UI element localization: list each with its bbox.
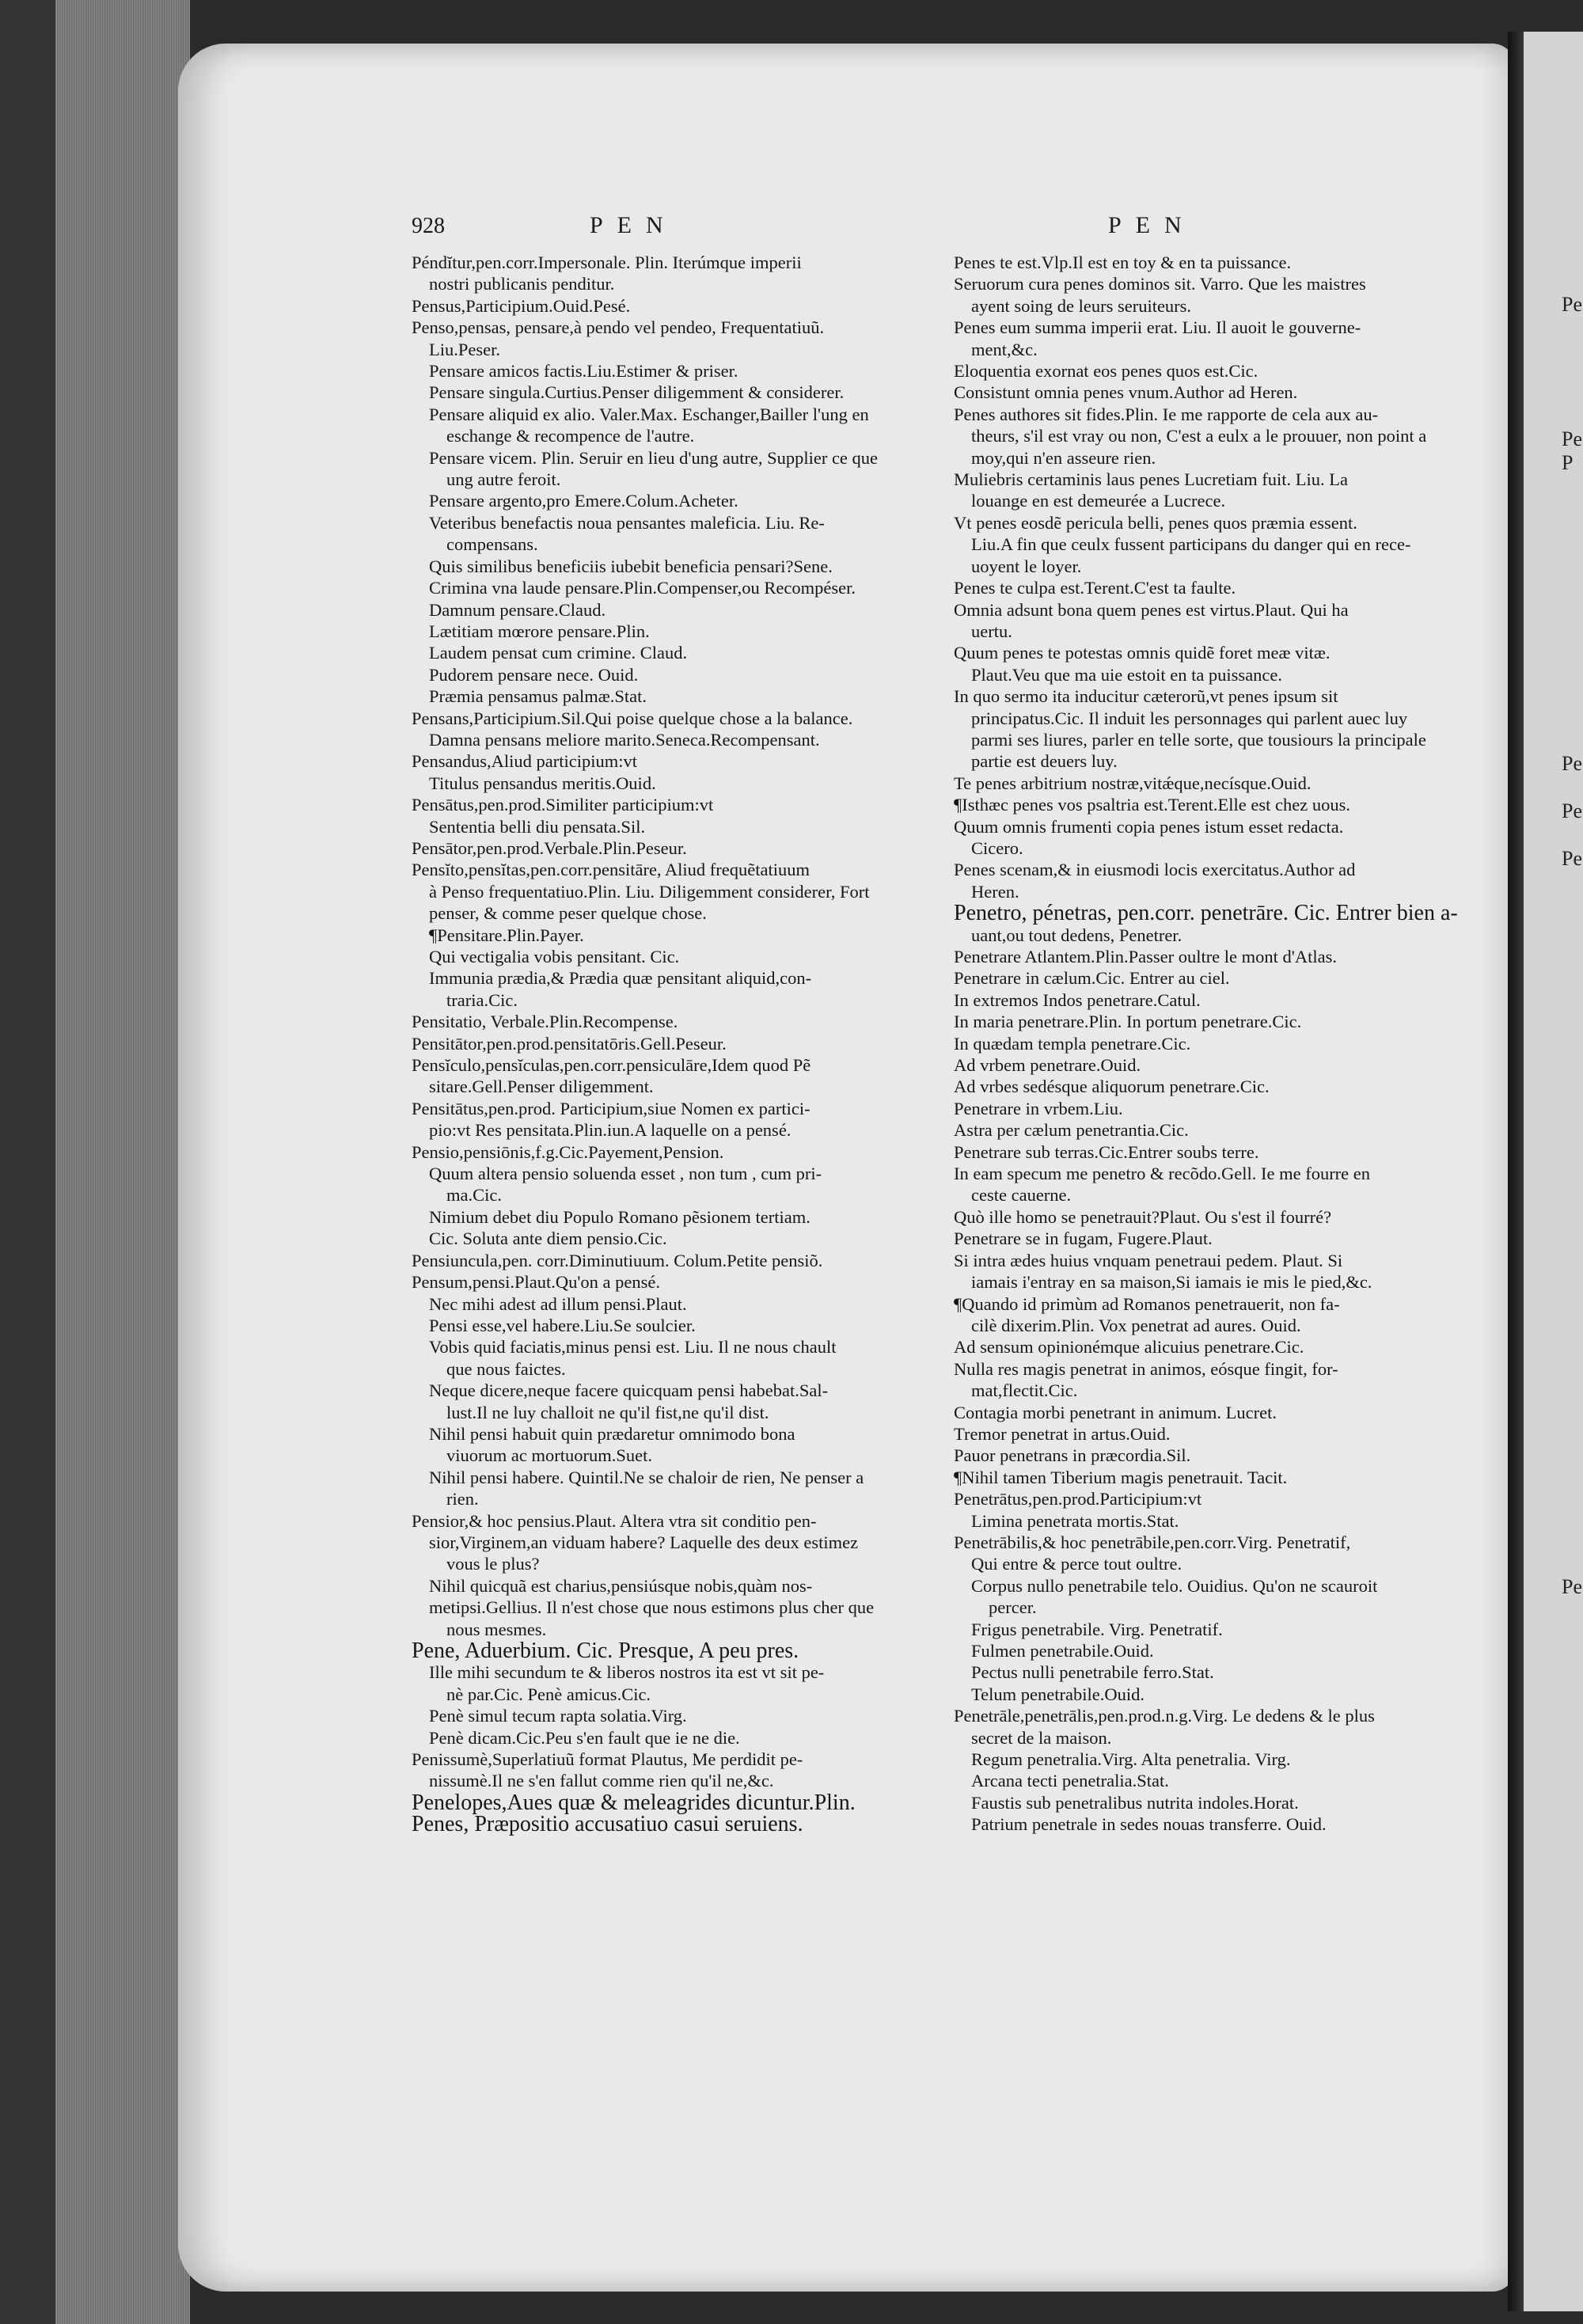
- text-line: Penetrare in vrbem.Liu.: [954, 1098, 1123, 1118]
- text-line: In maria penetrare.Plin. In portum penetrare.Cic.: [954, 1012, 1302, 1032]
- text-line: Quum altera pensio soluenda esset , non tum , cum pri-: [429, 1164, 822, 1184]
- text-line: In quo sermo ita inducitur cæterorũ,vt penes ipsum sit: [954, 686, 1338, 707]
- text-line: Muliebris certaminis laus penes Lucretiam fuit. Liu. La: [954, 469, 1348, 490]
- facing-page-fragment: Pe: [1562, 847, 1582, 870]
- text-line: secret de la maison.: [971, 1727, 1112, 1748]
- text-line: Vt penes eosdẽ pericula belli, penes quos præmia essent.: [954, 512, 1357, 533]
- text-line: ¶Quando id primùm ad Romanos penetrauerit, non fa-: [954, 1293, 1340, 1314]
- facing-page-fragment: Pe: [1562, 1575, 1582, 1598]
- text-line: traria.Cic.: [446, 989, 518, 1010]
- text-line: Pensare amicos factis.Liu.Estimer & priser.: [429, 361, 738, 382]
- text-line: Penetrare se in fugam, Fugere.Plaut.: [954, 1228, 1213, 1249]
- text-line: Penetrare Atlantem.Plin.Passer oultre le mont d'Atlas.: [954, 947, 1337, 966]
- running-head-right: PEN: [1108, 212, 1196, 238]
- text-line: partie est deuers luy.: [971, 751, 1118, 772]
- text-line: Penetrābilis,& hoc penetrābile,pen.corr.Virg. Penetratif,: [954, 1532, 1351, 1552]
- text-line: louange en est demeurée a Lucrece.: [971, 491, 1226, 511]
- text-line: Pensitātor,pen.prod.pensitatōris.Gell.Peseur.: [412, 1033, 727, 1054]
- text-line: que nous faictes.: [446, 1358, 566, 1379]
- facing-page-fragment: Pe: [1562, 799, 1582, 822]
- text-line: Vobis quid faciatis,minus pensi est. Liu. Il ne nous chault: [429, 1337, 837, 1358]
- text-line: Penes te est.Vlp.Il est en toy & en ta puissance.: [954, 253, 1292, 272]
- text-line: Pensĭto,pensĭtas,pen.corr.pensitāre, Aliud frequẽtatiuum: [412, 860, 810, 880]
- text-line: Pensitatio, Verbale.Plin.Recompense.: [412, 1012, 678, 1032]
- text-line: pio:vt Res pensitata.Plin.iun.A laquelle on a pensé.: [429, 1120, 792, 1141]
- facing-page-fragment: Pe: [1562, 752, 1582, 775]
- facing-page-edge: [1524, 32, 1583, 2311]
- text-line: Nihil quicquã est charius,pensiúsque nobis,quàm nos-: [429, 1575, 813, 1596]
- text-line: eschange & recompence de l'autre.: [446, 426, 695, 446]
- text-line: nissumè.Il ne s'en fallut comme rien qu'il ne,&c.: [429, 1771, 774, 1791]
- text-line: Pensare singula.Curtius.Penser diligemment & considerer.: [429, 382, 845, 403]
- text-line: sitare.Gell.Penser diligemment.: [429, 1077, 654, 1097]
- text-line: ¶Isthæc penes vos psaltria est.Terent.Elle est chez uous.: [954, 795, 1350, 815]
- text-line: lust.Il ne luy challoit ne qu'il fist,ne qu'il dist.: [446, 1402, 769, 1422]
- text-line: Penetrare in cælum.Cic. Entrer au ciel.: [954, 968, 1230, 989]
- text-line: nostri publicanis penditur.: [429, 274, 615, 294]
- text-line: Veteribus benefactis noua pensantes maleficia. Liu. Re-: [429, 512, 825, 533]
- text-line: ¶Nihil tamen Tiberium magis penetrauit. Tacit.: [954, 1467, 1288, 1487]
- text-line: In extremos Indos penetrare.Catul.: [954, 989, 1201, 1010]
- text-line: Penes scenam,& in eiusmodi locis exercitatus.Author ad: [954, 860, 1356, 880]
- text-line: ma.Cic.: [446, 1185, 502, 1206]
- text-line: Penissumè,Superlatiuũ format Plautus, Me perdidit pe-: [412, 1749, 803, 1770]
- text-line: Pensans,Participium.Sil.Qui poise quelque chose a la balance.: [412, 708, 853, 728]
- text-line: In quædam templa penetrare.Cic.: [954, 1033, 1191, 1054]
- text-line: Penetrāle,penetrālis,pen.prod.n.g.Virg. Le dedens & le plus: [954, 1706, 1375, 1726]
- text-line: compensans.: [446, 534, 538, 555]
- text-line: Arcana tecti penetralia.Stat.: [971, 1771, 1169, 1791]
- text-line: Pensĭculo,pensĭculas,pen.corr.pensiculāre,Idem quod Pẽ: [412, 1055, 811, 1076]
- text-line: parmi ses liures, parler en telle sorte, que tousiours la principale: [971, 729, 1426, 750]
- text-line: rien.: [446, 1489, 479, 1509]
- text-line: Nihil pensi habere. Quintil.Ne se chaloir de rien, Ne penser a: [429, 1467, 864, 1487]
- text-line: Pensio,pensiōnis,f.g.Cic.Payement,Pension.: [412, 1141, 724, 1162]
- text-line: uertu.: [971, 621, 1012, 641]
- text-line: Penetrare sub terras.Cic.Entrer soubs terre.: [954, 1141, 1259, 1162]
- text-line: metipsi.Gellius. Il n'est chose que nous estimons plus cher que: [429, 1597, 875, 1618]
- text-line: Omnia adsunt bona quem penes est virtus.Plaut. Qui ha: [954, 599, 1349, 620]
- text-line: Si intra ædes huius vnquam penetraui pedem. Plaut. Si: [954, 1250, 1343, 1270]
- text-line: Laudem pensat cum crimine. Claud.: [429, 643, 688, 663]
- text-line: Ille mihi secundum te & liberos nostros ita est vt sit pe-: [429, 1662, 825, 1683]
- text-line: ¶Pensitare.Plin.Payer.: [429, 925, 584, 945]
- text-line: Pensātor,pen.prod.Verbale.Plin.Peseur.: [412, 837, 687, 858]
- text-line: Penes eum summa imperii erat. Liu. Il auoit le gouverne-: [954, 317, 1361, 338]
- text-line: Pectus nulli penetrabile ferro.Stat.: [971, 1662, 1214, 1683]
- text-line: Neque dicere,neque facere quicquam pensi habebat.Sal-: [429, 1380, 829, 1401]
- text-line: Damnum pensare.Claud.: [429, 599, 606, 620]
- text-line: moy,qui n'en asseure rien.: [971, 447, 1156, 468]
- text-line: Quum omnis frumenti copia penes istum esset redacta.: [954, 816, 1344, 837]
- text-line: Pensitātus,pen.prod. Participium,siue Nomen ex partici-: [412, 1098, 810, 1118]
- text-line: Penso,pensas, pensare,à pendo vel pendeo, Frequentatiuũ.: [412, 317, 825, 338]
- text-line: cilè dixerim.Plin. Vox penetrat ad aures. Ouid.: [971, 1315, 1301, 1335]
- text-line: Ad sensum opinionémque alicuius penetrare.Cic.: [954, 1337, 1304, 1358]
- text-line: Fulmen penetrabile.Ouid.: [971, 1641, 1154, 1661]
- text-line: Patrium penetrale in sedes nouas transferre. Ouid.: [971, 1814, 1327, 1835]
- text-line: Pensātus,pen.prod.Similiter participium:vt: [412, 795, 714, 815]
- text-line: Sententia belli diu pensata.Sil.: [429, 816, 646, 837]
- text-line: Faustis sub penetralibus nutrita indoles.Horat.: [971, 1792, 1299, 1813]
- text-line: Regum penetralia.Virg. Alta penetralia. Virg.: [971, 1749, 1291, 1770]
- running-head-left: PEN: [590, 212, 678, 238]
- text-line: Seruorum cura penes dominos sit. Varro. Que les maistres: [954, 274, 1366, 294]
- text-line: Nimium debet diu Populo Romano pẽsionem tertiam.: [429, 1206, 810, 1227]
- text-line: nè par.Cic. Penè amicus.Cic.: [446, 1684, 651, 1704]
- text-line: Quum penes te potestas omnis quidẽ foret meæ vitæ.: [954, 643, 1331, 663]
- text-line: Ad vrbes sedésque aliquorum penetrare.Cic.: [954, 1077, 1270, 1097]
- text-line: Damna pensans meliore marito.Seneca.Recompensant.: [429, 729, 820, 750]
- text-line: Te penes arbitrium nostræ,vitǽque,necísque.Ouid.: [954, 773, 1312, 793]
- text-line: Pene, Aduerbium. Cic. Presque, A peu pres.: [412, 1639, 799, 1663]
- text-line: mat,flectit.Cic.: [971, 1380, 1078, 1401]
- text-line: Quis similibus beneficiis iubebit beneficia pensari?Sene.: [429, 556, 833, 576]
- text-line: Consistunt omnia penes vnum.Author ad Heren.: [954, 382, 1298, 403]
- text-line: Contagia morbi penetrant in animum. Lucret.: [954, 1402, 1277, 1422]
- facing-page-fragment: Pe: [1562, 427, 1582, 450]
- text-line: Liu.Peser.: [429, 339, 500, 359]
- text-line: theurs, s'il est vray ou non, C'est a eulx a le prouuer, non point a: [971, 426, 1427, 446]
- text-line: Penes te culpa est.Terent.C'est ta faulte.: [954, 578, 1236, 598]
- text-line: Heren.: [971, 881, 1019, 902]
- text-line: Penetrātus,pen.prod.Participium:vt: [954, 1489, 1202, 1509]
- text-line: Péndĭtur,pen.corr.Impersonale. Plin. Iterúmque imperii: [412, 253, 802, 272]
- text-line: Nec mihi adest ad illum pensi.Plaut.: [429, 1293, 687, 1314]
- text-line: Pensior,& hoc pensius.Plaut. Altera vtra sit conditio pen-: [412, 1510, 817, 1531]
- text-line: à Penso frequentatiuo.Plin. Liu. Diligemment considerer, Fort: [429, 881, 870, 902]
- text-line: percer.: [989, 1597, 1037, 1618]
- text-line: sior,Virginem,an viduam habere? Laquelle des deux estimez: [429, 1532, 859, 1552]
- right-column: [954, 252, 1458, 1836]
- text-line: Pensus,Participium.Ouid.Pesé.: [412, 295, 631, 316]
- text-line: In eam specum me penetro & recõdo.Gell. Ie me fourre en: [954, 1164, 1371, 1184]
- facing-page-fragment: Pe: [1562, 293, 1582, 316]
- text-line: Pensare argento,pro Emere.Colum.Acheter.: [429, 491, 738, 511]
- text-line: Corpus nullo penetrabile telo. Ouidius. Qu'on ne scauroit: [971, 1575, 1378, 1596]
- text-line: Liu.A fin que ceulx fussent participans du danger qui en rece-: [971, 534, 1411, 555]
- text-line: Qui entre & perce tout oultre.: [971, 1554, 1183, 1574]
- text-line: Nihil pensi habuit quin prædaretur omnimodo bona: [429, 1423, 795, 1444]
- text-line: ung autre feroit.: [446, 469, 561, 490]
- text-line: Limina penetrata mortis.Stat.: [971, 1510, 1179, 1531]
- text-line: Lætitiam mœrore pensare.Plin.: [429, 621, 650, 641]
- text-line: Telum penetrabile.Ouid.: [971, 1684, 1145, 1704]
- text-line: Penes, Præpositio accusatiuo casui seruiens.: [412, 1812, 803, 1837]
- text-line: Præmia pensamus palmæ.Stat.: [429, 686, 647, 707]
- text-line: penser, & comme peser quelque chose.: [429, 903, 707, 924]
- text-line: ayent soing de leurs seruiteurs.: [971, 295, 1192, 316]
- text-line: Frigus penetrabile. Virg. Penetratif.: [971, 1619, 1223, 1639]
- text-line: Penetro, pénetras, pen.corr. penetrāre. Cic. Entrer bien a-: [954, 901, 1458, 926]
- text-line: Crimina vna laude pensare.Plin.Compenser,ou Recompéser.: [429, 578, 856, 598]
- text-line: Eloquentia exornat eos penes quos est.Cic.: [954, 361, 1258, 382]
- text-line: Pensare aliquid ex alio. Valer.Max. Eschanger,Bailler l'ung en: [429, 404, 869, 424]
- text-line: ment,&c.: [971, 339, 1038, 359]
- left-column: [412, 252, 934, 1836]
- page-number: 928: [412, 214, 445, 238]
- text-line: ceste cauerne.: [971, 1185, 1072, 1206]
- text-line: Pensandus,Aliud participium:vt: [412, 751, 637, 772]
- text-line: Quò ille homo se penetrauit?Plaut. Ou s'est il fourré?: [954, 1206, 1332, 1227]
- text-line: Penelopes,Aues quæ & meleagrides dicuntur.Plin.: [412, 1790, 856, 1815]
- text-line: Penè simul tecum rapta solatia.Virg.: [429, 1706, 687, 1726]
- text-line: Qui vectigalia vobis pensitant. Cic.: [429, 947, 680, 966]
- text-line: Penè dicam.Cic.Peu s'en fault que ie ne die.: [429, 1727, 740, 1748]
- text-line: Nulla res magis penetrat in animos, eósque fingit, for-: [954, 1358, 1338, 1379]
- text-line: Pudorem pensare nece. Ouid.: [429, 664, 639, 685]
- text-line: principatus.Cic. Il induit les personnages qui parlent auec luy: [971, 708, 1408, 728]
- text-line: uoyent le loyer.: [971, 556, 1082, 576]
- text-line: nous mesmes.: [446, 1619, 547, 1639]
- text-line: Ad vrbem penetrare.Ouid.: [954, 1055, 1141, 1076]
- text-line: Cic. Soluta ante diem pensio.Cic.: [429, 1228, 667, 1249]
- text-line: Pensum,pensi.Plaut.Qu'on a pensé.: [412, 1272, 661, 1293]
- text-line: viuorum ac mortuorum.Suet.: [446, 1445, 652, 1466]
- text-line: Pauor penetrans in præcordia.Sil.: [954, 1445, 1191, 1466]
- book-page-edges: [0, 0, 190, 2324]
- text-line: iamais i'entray en sa maison,Si iamais ie mis le pied,&c.: [971, 1272, 1372, 1293]
- text-line: Penes authores sit fides.Plin. Ie me rapporte de cela aux au-: [954, 404, 1379, 424]
- text-line: uant,ou tout dedens, Penetrer.: [971, 925, 1183, 945]
- facing-page-fragment: P: [1562, 451, 1574, 474]
- text-line: Titulus pensandus meritis.Ouid.: [429, 773, 656, 793]
- text-line: Pensiuncula,pen. corr.Diminutiuum. Colum.Petite pensiõ.: [412, 1250, 823, 1270]
- text-line: Astra per cælum penetrantia.Cic.: [954, 1120, 1189, 1141]
- text-line: Cicero.: [971, 837, 1023, 858]
- text-line: Tremor penetrat in artus.Ouid.: [954, 1423, 1171, 1444]
- text-line: Pensare vicem. Plin. Seruir en lieu d'ung autre, Supplier ce que: [429, 447, 879, 468]
- text-line: Pensi esse,vel habere.Liu.Se soulcier.: [429, 1315, 696, 1335]
- text-line: vous le plus?: [446, 1554, 540, 1574]
- text-line: Immunia prædia,& Prædia quæ pensitant aliquid,con-: [429, 968, 812, 989]
- text-line: Plaut.Veu que ma uie estoit en ta puissance.: [971, 664, 1283, 685]
